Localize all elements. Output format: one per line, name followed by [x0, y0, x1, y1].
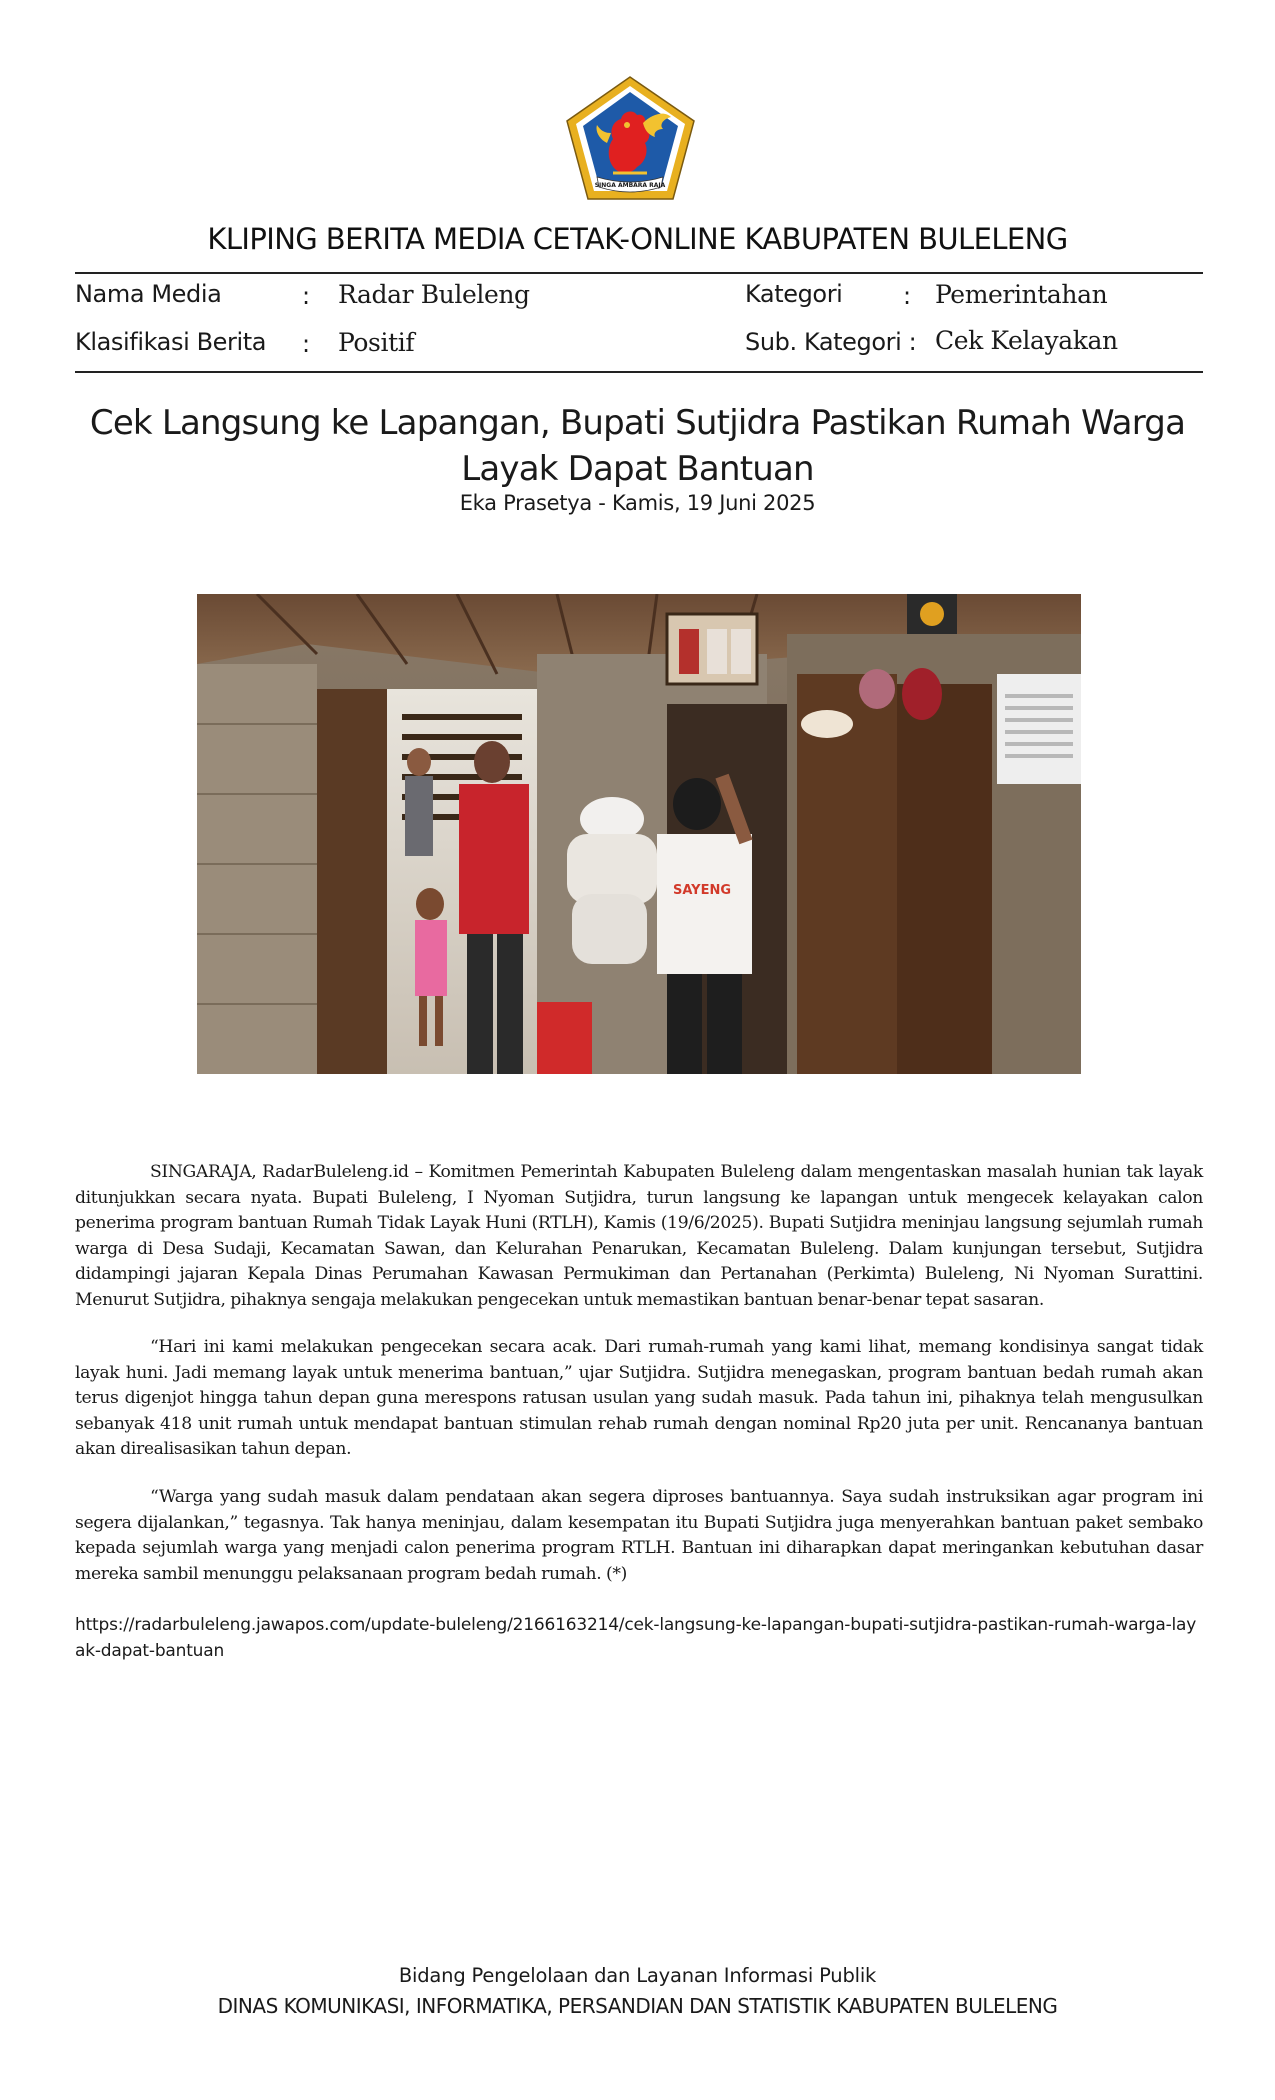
article-paragraph-1: SINGARAJA, RadarBuleleng.id – Komitmen Pemerintah Kabupaten Buleleng dalam mengentaskan masalah hunian tak layak ditunjukkan secara nyata. Bupati Buleleng, I Nyoman Sutjidra, turun langsung ke lapangan untuk mengecek kelayakan calon penerima program bantuan Rumah Tidak Layak Huni (RTLH), Kamis (19/6/2025). Bupati Sutjidra meninjau langsung sejumlah rumah warga di Desa Sudaji, Kecamatan Sawan, dan Kelurahan Penarukan, Kecamatan Buleleng. Dalam kunjungan tersebut, Sutjidra didampingi jajaran Kepala Dinas Perumahan Kawasan Permukiman dan Pertanahan (Perkimta) Buleleng, Ni Nyoman Surattini. Menurut Sutjidra, pihaknya sengaja melakukan pengecekan untuk memastikan bantuan benar-benar tepat sasaran.	[75, 1162, 1203, 1310]
article-photo	[197, 594, 1081, 1074]
article-headline: Cek Langsung ke Lapangan, Bupati Sutjidra Pastikan Rumah Warga Layak Dapat Bantuan	[89, 403, 1186, 489]
shirt-print: SAYENG	[672, 883, 732, 898]
clipping-header-title: KLIPING BERITA MEDIA CETAK-ONLINE KABUPATEN BULELENG	[207, 222, 1068, 256]
classification-label: Klasifikasi Berita	[75, 328, 267, 356]
category-label: Kategori	[745, 280, 843, 308]
article-paragraph-3: “Warga yang sudah masuk dalam pendataan akan segera diproses bantuannya. Saya sudah instruksikan agar program ini segera dijalankan,” tegasnya. Tak hanya meninjau, dalam kesempatan itu Bupati Sutjidra juga menyerahkan bantuan paket sembako kepada sejumlah warga yang menjadi calon penerima program RTLH. Bantuan ini diharapkan dapat meringankan kebutuhan dasar mereka sambil menunggu pelaksanaan program bedah rumah. (*)	[75, 1487, 1203, 1584]
header-divider-top	[75, 272, 1203, 274]
subcategory-label: Sub. Kategori :	[745, 328, 917, 356]
article-paragraph-2: “Hari ini kami melakukan pengecekan secara acak. Dari rumah-rumah yang kami lihat, memang kondisinya sangat tidak layak huni. Jadi memang layak untuk menerima bantuan,” ujar Sutjidra. Sutjidra menegaskan, program bantuan bedah rumah akan terus digenjot hingga tahun depan guna merespons ratusan usulan yang sudah masuk. Pada tahun ini, pihaknya telah mengusulkan sebanyak 418 unit rumah untuk mendapat bantuan stimulan rehab rumah dengan nominal Rp20 juta per unit. Rencananya bantuan akan direalisasikan tahun depan.	[75, 1337, 1203, 1459]
classification-separator: :	[302, 330, 310, 358]
media-value: Radar Buleleng	[338, 280, 530, 309]
classification-value: Positif	[338, 328, 415, 357]
footer-division: Bidang Pengelolaan dan Layanan Informasi Publik	[398, 1964, 877, 1987]
category-value: Pemerintahan	[935, 280, 1108, 309]
source-url-link[interactable]: https://radarbuleleng.jawapos.com/update-buleleng/2166163214/cek-langsung-ke-lapangan-bupati-sutjidra-pastikan-rumah-warga-layak-dapat-bantuan	[75, 1615, 1197, 1661]
media-separator: :	[302, 282, 310, 310]
media-label: Nama Media	[75, 280, 222, 308]
emblem-motto: SINGA AMBARA RAJA	[594, 182, 666, 189]
footer-agency: DINAS KOMUNIKASI, INFORMATIKA, PERSANDIAN DAN STATISTIK KABUPATEN BULELENG	[217, 1994, 1058, 2018]
article-byline: Eka Prasetya - Kamis, 19 Juni 2025	[459, 491, 816, 515]
header-divider-bottom	[75, 371, 1203, 373]
buleleng-regency-emblem-icon	[563, 73, 698, 203]
category-separator: :	[903, 282, 911, 310]
subcategory-value: Cek Kelayakan	[935, 326, 1118, 355]
